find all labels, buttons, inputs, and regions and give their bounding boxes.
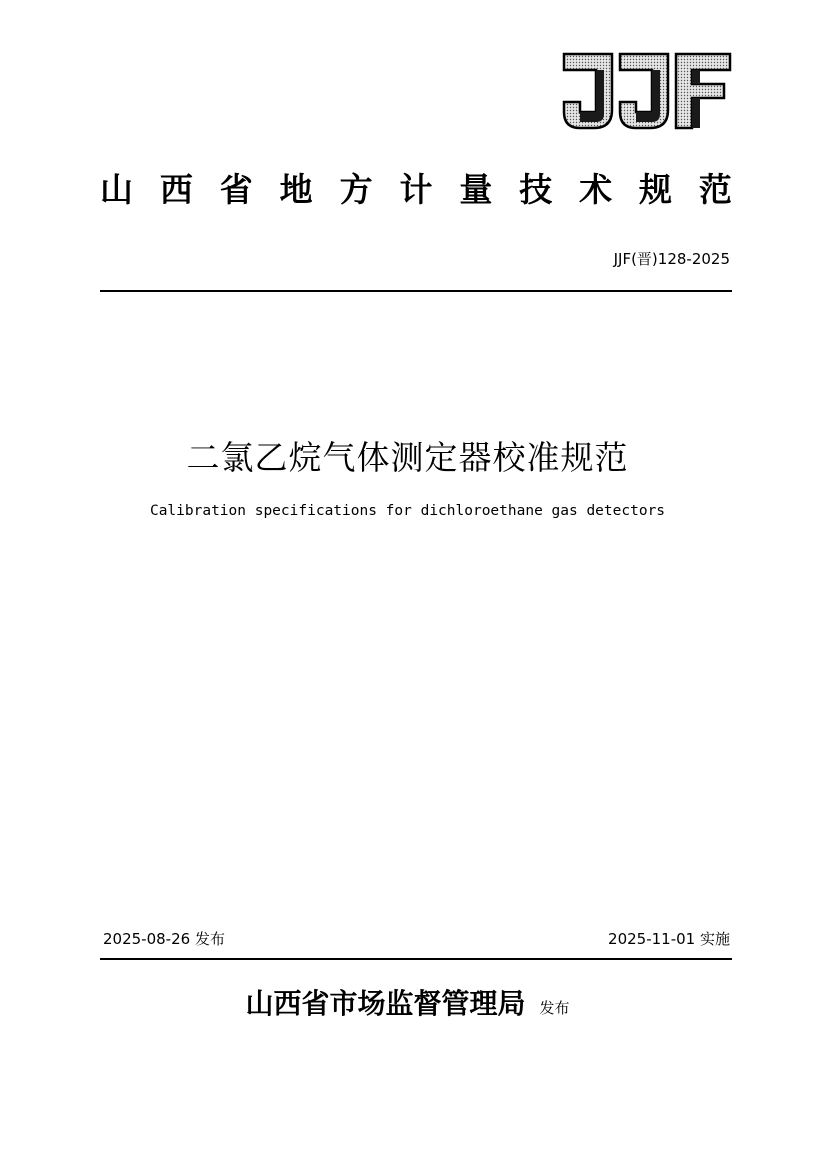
document-title-english: Calibration specifications for dichloroethane gas detectors (149, 503, 666, 519)
publisher-suffix: 发布 (539, 999, 570, 1017)
series-title-char: 规 (639, 170, 673, 209)
document-title: 二氯乙烷气体测定器校准规范 (186, 438, 629, 477)
logo-letter-j-1 (564, 54, 612, 128)
series-title-char: 山 (100, 170, 133, 209)
issue-date: 2025-08-26 发布 (103, 930, 225, 948)
series-title-char: 计 (399, 170, 433, 209)
implementation-date: 2025-11-01 实施 (608, 930, 730, 948)
series-title-char: 省 (219, 170, 253, 209)
logo-letter-j-2 (620, 54, 668, 128)
series-title (100, 160, 732, 220)
series-title-char: 方 (339, 170, 373, 209)
jjf-logo (560, 52, 732, 130)
publisher-name: 山西省市场监督管理局 (245, 987, 526, 1020)
bottom-divider (100, 958, 732, 960)
series-title-char: 技 (519, 170, 553, 209)
publisher-line (0, 982, 815, 1026)
top-divider (100, 290, 732, 292)
series-title-char: 量 (459, 170, 493, 209)
series-title-char: 地 (279, 170, 313, 209)
logo-letter-f (676, 54, 730, 128)
series-title-char: 范 (698, 170, 732, 209)
standard-number: JJF(晋)128-2025 (613, 250, 730, 268)
series-title-char: 术 (579, 170, 613, 209)
series-title-char: 西 (159, 170, 193, 209)
